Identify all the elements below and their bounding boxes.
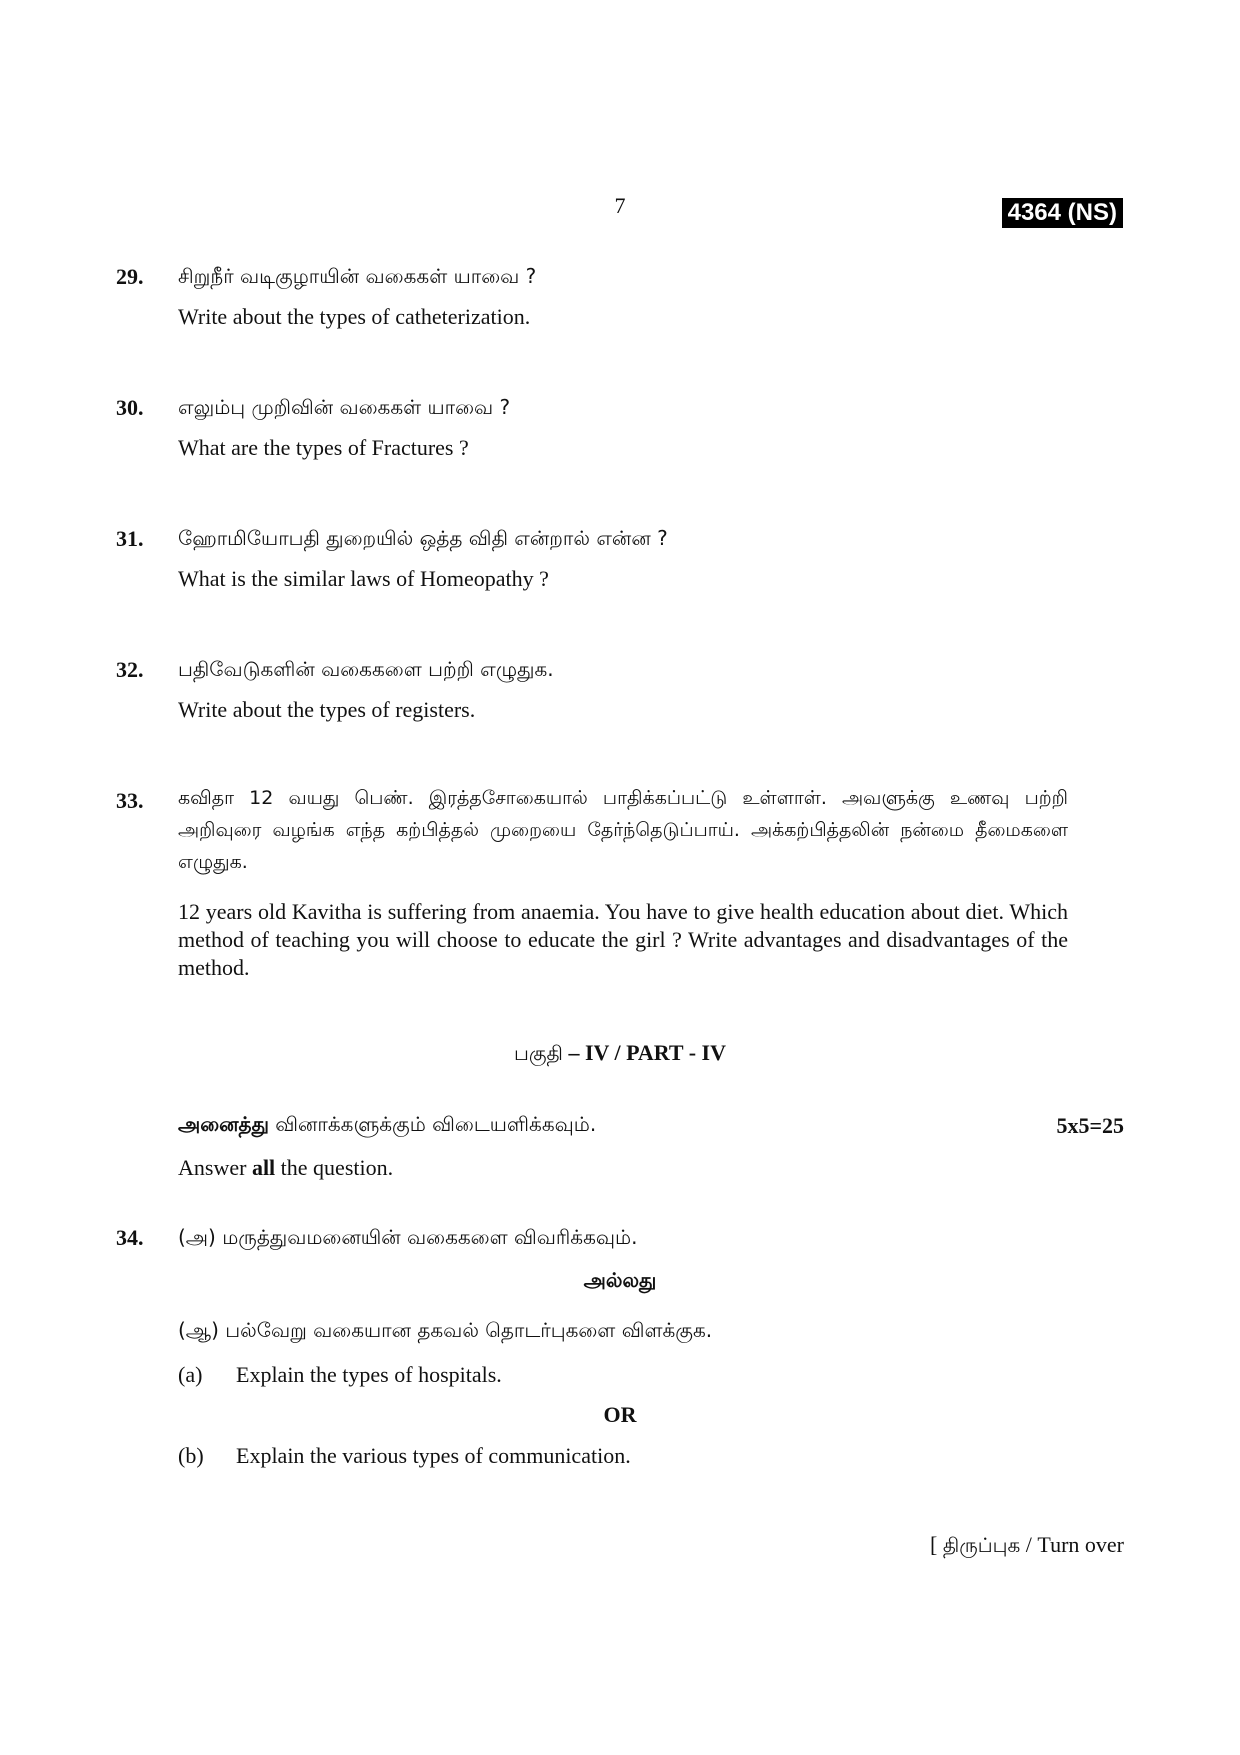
option-b-english: Explain the various types of communication. xyxy=(236,1443,631,1468)
question-text-english: Write about the types of catheterization. xyxy=(178,304,531,329)
option-b-tamil: (ஆ) பல்வேறு வகையான தகவல் தொடர்புகளை விளக்குக. xyxy=(178,1318,713,1342)
or-divider-english: OR xyxy=(603,1402,637,1427)
page-number: 7 xyxy=(614,193,626,218)
question-number: 31. xyxy=(116,526,144,551)
instruction-english-post: the question. xyxy=(275,1155,394,1180)
turn-over-bracket: [ xyxy=(929,1532,943,1557)
instruction-english-pre: Answer xyxy=(178,1155,252,1180)
question-text-tamil: எலும்பு முறிவின் வகைகள் யாவை ? xyxy=(178,395,511,419)
instruction-tamil xyxy=(178,1112,596,1139)
paper-code-badge: 4364 (NS) xyxy=(1002,198,1123,228)
option-a-english: Explain the types of hospitals. xyxy=(236,1362,502,1387)
part-heading-tamil: பகுதி xyxy=(514,1041,563,1065)
question-number: 34. xyxy=(116,1225,144,1250)
or-divider-tamil: அல்லது xyxy=(583,1268,657,1292)
instruction-tamil-rest: வினாக்களுக்கும் விடையளிக்கவும். xyxy=(268,1112,597,1136)
instruction-english-bold: all xyxy=(251,1155,276,1180)
option-b-label: (b) xyxy=(178,1443,204,1468)
option-a-label: (a) xyxy=(178,1362,203,1387)
part-heading-english: – IV / PART - IV xyxy=(562,1040,726,1065)
instruction-english xyxy=(178,1155,393,1181)
question-number: 32. xyxy=(116,657,144,682)
question-text-english: Write about the types of registers. xyxy=(178,697,476,722)
question-number: 29. xyxy=(116,264,144,289)
question-text-english: What is the similar laws of Homeopathy ? xyxy=(178,566,549,591)
instruction-tamil-bold: அனைத்து xyxy=(178,1112,269,1136)
turn-over-note xyxy=(930,1532,1124,1560)
question-text-tamil: சிறுநீர் வடிகுழாயின் வகைகள் யாவை ? xyxy=(178,264,537,288)
marks-allocation: 5x5=25 xyxy=(1056,1113,1124,1138)
question-text-tamil: பதிவேடுகளின் வகைகளை பற்றி எழுதுக. xyxy=(178,657,554,681)
turn-over-tamil: திருப்புக xyxy=(942,1533,1021,1557)
question-text-tamil: ஹோமியோபதி துறையில் ஒத்த விதி என்றால் என்ன ? xyxy=(178,526,668,550)
option-a-tamil: (அ) மருத்துவமனையின் வகைகளை விவரிக்கவும். xyxy=(178,1225,638,1249)
question-text-tamil: கவிதா 12 வயது பெண். இரத்தசோகையால் பாதிக்கப்பட்டு உள்ளாள். அவளுக்கு உணவு பற்றி அறிவுரை வழங்க எந்த கற்பித்தல் முறையை தேர்ந்தெடுப்பாய். அக்கற்பித்தலின் நன்மை தீமைகளை எழுதுக. xyxy=(178,787,1068,873)
question-number: 33. xyxy=(116,788,144,813)
question-number: 30. xyxy=(116,395,144,420)
part-heading xyxy=(0,1040,1240,1068)
turn-over-english: / Turn over xyxy=(1020,1532,1124,1557)
question-text-english: What are the types of Fractures ? xyxy=(178,435,469,460)
question-text-english: 12 years old Kavitha is suffering from anaemia. You have to give health education about diet. Which method of teaching you will choose to educate the girl ? Write advantages and disadvantages of the method. xyxy=(178,899,1068,980)
